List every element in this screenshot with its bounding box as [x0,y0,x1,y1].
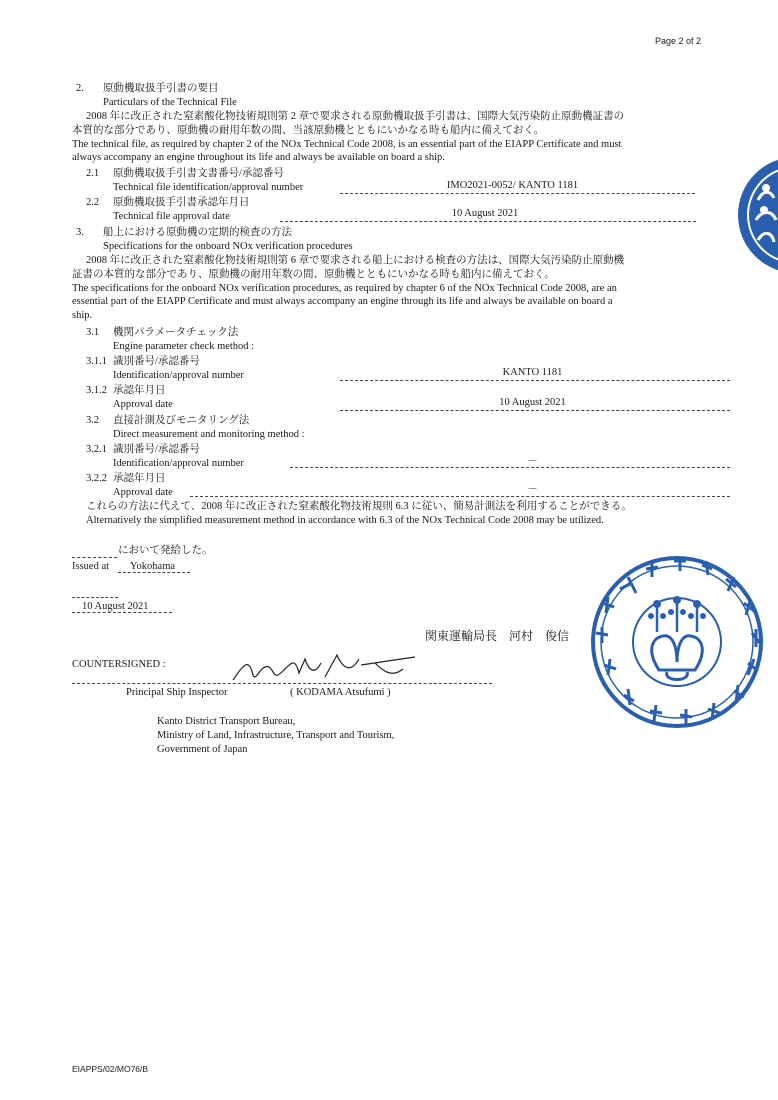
item-3-2-label-jp: 直接計測及びモニタリング法 [113,415,250,426]
dotted-line [72,557,117,558]
address-line-3: Government of Japan [157,744,248,755]
alternative-method-en: Alternatively the simplified measurement method in accordance with 6.3 of the NOx Technical Code 2008 may be utilized. [86,515,604,526]
issuing-official-jp: 関東運輸局長 河村 俊信 [425,629,570,643]
section2-para-en-2: always accompany an engine throughout its life and always be available on board a ship. [72,152,445,163]
dotted-line [340,380,730,381]
item-2-1-number: 2.1 [86,168,100,179]
item-3-1-1-label-jp: 識別番号/承認番号 [113,356,200,367]
item-3-1-2-label-jp: 承認年月日 [113,385,166,396]
technical-file-approval-number: IMO2021-0052/ KANTO 1181 [446,180,579,191]
section3-title-en: Specifications for the onboard NOx verification procedures [103,241,353,252]
dotted-line [280,221,696,222]
section3-para-en-3: ship. [72,310,93,321]
item-3-1-2-label-en: Approval date [113,399,173,410]
page-number: Page 2 of 2 [655,36,702,46]
item-3-2-label-en: Direct measurement and monitoring method : [113,429,305,440]
item-3-1-1-number: 3.1.1 [86,356,107,367]
item-3-2-2-label-en: Approval date [113,487,173,498]
countersigned-label: COUNTERSIGNED : [72,659,166,670]
section3-para-jp-1: 2008 年に改正された窒素酸化物技術規則第 6 章で要求される船上における検査の方法は、国際大気汚染防止原動機 [86,255,625,266]
item-2-2-label-en: Technical file approval date [113,211,230,222]
section3-para-jp-2: 証書の本質的な部分であり、原動機の耐用年数の間、原動機とともにいかなる時も船内に備えておく。 [72,269,555,280]
dotted-line [72,683,492,684]
item-3-1-2-number: 3.1.2 [86,385,107,396]
address-line-2: Ministry of Land, Infrastructure, Transport and Tourism, [157,730,395,741]
direct-measurement-approval-date: － [527,484,538,495]
dotted-line [190,496,730,497]
section2-para-en-1: The technical file, as required by chapter 2 of the NOx Technical Code 2008, is an essential part of the EIAPP Certificate and must [72,139,622,150]
dotted-line [340,410,730,411]
section2-title-jp: 原動機取扱手引書の要目 [103,83,219,94]
item-3-1-label-jp: 機関パラメータチェック法 [113,327,239,338]
alternative-method-jp: これらの方法に代えて、2008 年に改正された窒素酸化物技術規則 6.3 に従い、簡易計測法を利用することができる。 [86,501,632,512]
inspector-role: Principal Ship Inspector [126,687,228,698]
item-3-2-1-label-jp: 識別番号/承認番号 [113,444,200,455]
issue-date: 10 August 2021 [82,601,149,612]
item-3-2-1-label-en: Identification/approval number [113,458,244,469]
item-2-2-number: 2.2 [86,197,100,208]
official-seal [588,553,766,731]
dotted-line [72,612,172,613]
section2-para-jp-1: 2008 年に改正された窒素酸化物技術規則第 2 章で要求される原動機取扱手引書は、国際大気汚染防止原動機証書の [86,111,625,122]
direct-measurement-approval-number: － [527,456,538,467]
item-3-2-2-number: 3.2.2 [86,473,107,484]
item-3-1-1-label-en: Identification/approval number [113,370,244,381]
partial-round-seal [718,150,778,280]
item-2-1-label-jp: 原動機取扱手引書文書番号/承認番号 [113,168,284,179]
technical-file-approval-date: 10 August 2021 [451,208,519,219]
dotted-line [118,572,190,573]
item-3-2-number: 3.2 [86,415,100,426]
issued-place: Yokohama [130,561,176,572]
address-line-1: Kanto District Transport Bureau, [157,716,296,727]
item-3-2-1-number: 3.2.1 [86,444,107,455]
item-2-1-label-en: Technical file identification/approval number [113,182,304,193]
section2-para-jp-2: 本質的な部分であり、原動機の耐用年数の間、当該原動機とともにいかなる時も船内に備えておく。 [72,125,545,136]
section3-para-en-1: The specifications for the onboard NOx verification procedures, as required by chapter 6 of the NOx Technical Code 2008, are an [72,283,617,294]
section3-title-jp: 船上における原動機の定期的検査の方法 [103,227,292,238]
item-3-1-label-en: Engine parameter check method : [113,341,255,352]
item-3-2-2-label-jp: 承認年月日 [113,473,166,484]
item-3-1-number: 3.1 [86,327,100,338]
issued-jp: において発給した。 [118,545,213,556]
section2-title-en: Particulars of the Technical File [103,97,237,108]
dotted-line [290,467,730,468]
dotted-line [340,193,695,194]
section3-number: 3. [76,227,84,238]
parameter-check-approval-date: 10 August 2021 [499,397,566,408]
issued-at-label: Issued at [72,561,110,572]
section2-number: 2. [76,83,84,94]
dotted-line [72,597,118,598]
section3-para-en-2: essential part of the EIAPP Certificate and must always accompany an engine through its life and always be available on board a [72,296,613,307]
item-2-2-label-jp: 原動機取扱手引書承認年月日 [113,197,250,208]
inspector-name: ( KODAMA Atsufumi ) [290,687,391,698]
parameter-check-approval-number: KANTO 1181 [502,367,563,378]
form-code: EIAPPS/02/MO76/B [72,1064,149,1074]
